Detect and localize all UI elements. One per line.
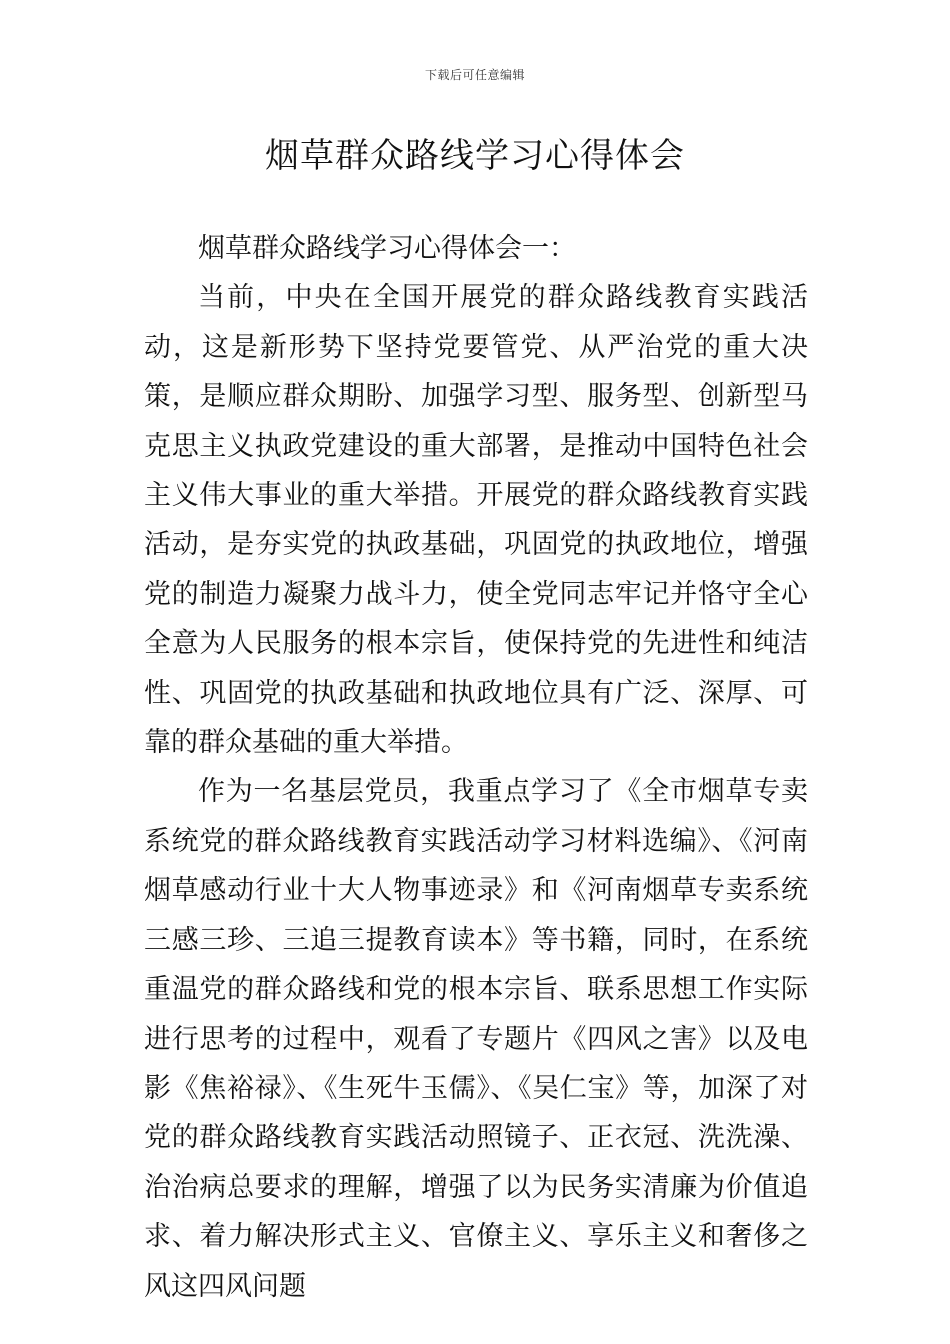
header-note: 下载后可任意编辑 [424,68,525,82]
document-title: 烟草群众路线学习心得体会 [265,136,685,176]
paragraph-2: 作为一名基层党员，我重点学习了《全市烟草专卖系统党的群众路线教育实践活动学习材料选编》、《河南烟草感动行业十大人物事迹录》和《河南烟草专卖系统三感三珍、三追三提教育读本》等书籍，同时，在系统重温党的群众路线和党的根本宗旨、联系思想工作实际进行思考的过程中，观看了专题片《四风之害》以及电影《焦裕禄》、《生死牛玉儒》、《吴仁宝》等，加深了对党的群众路线教育实践活动照镜子、正衣冠、洗洗澡、治治病总要求的理解，增强了以为民务实清廉为价值追求、着力解决形式主义、官僚主义、享乐主义和奢侈之风这四风问题 [144,776,808,1302]
paragraph-1: 当前，中央在全国开展党的群众路线教育实践活动，这是新形势下坚持党要管党、从严治党的重大决策，是顺应群众期盼、加强学习型、服务型、创新型马克思主义执政党建设的重大部署，是推动中国特色社会主义伟大事业的重大举措。开展党的群众路线教育实践活动，是夯实党的执政基础，巩固党的执政地位，增强党的制造力凝聚力战斗力，使全党同志牢记并恪守全心全意为人民服务的根本宗旨，使保持党的先进性和纯洁性、巩固党的执政基础和执政地位具有广泛、深厚、可靠的群众基础的重大举措。 [144,282,808,759]
document-body [144,224,808,1311]
paragraph-intro: 烟草群众路线学习心得体会一： [198,233,576,264]
